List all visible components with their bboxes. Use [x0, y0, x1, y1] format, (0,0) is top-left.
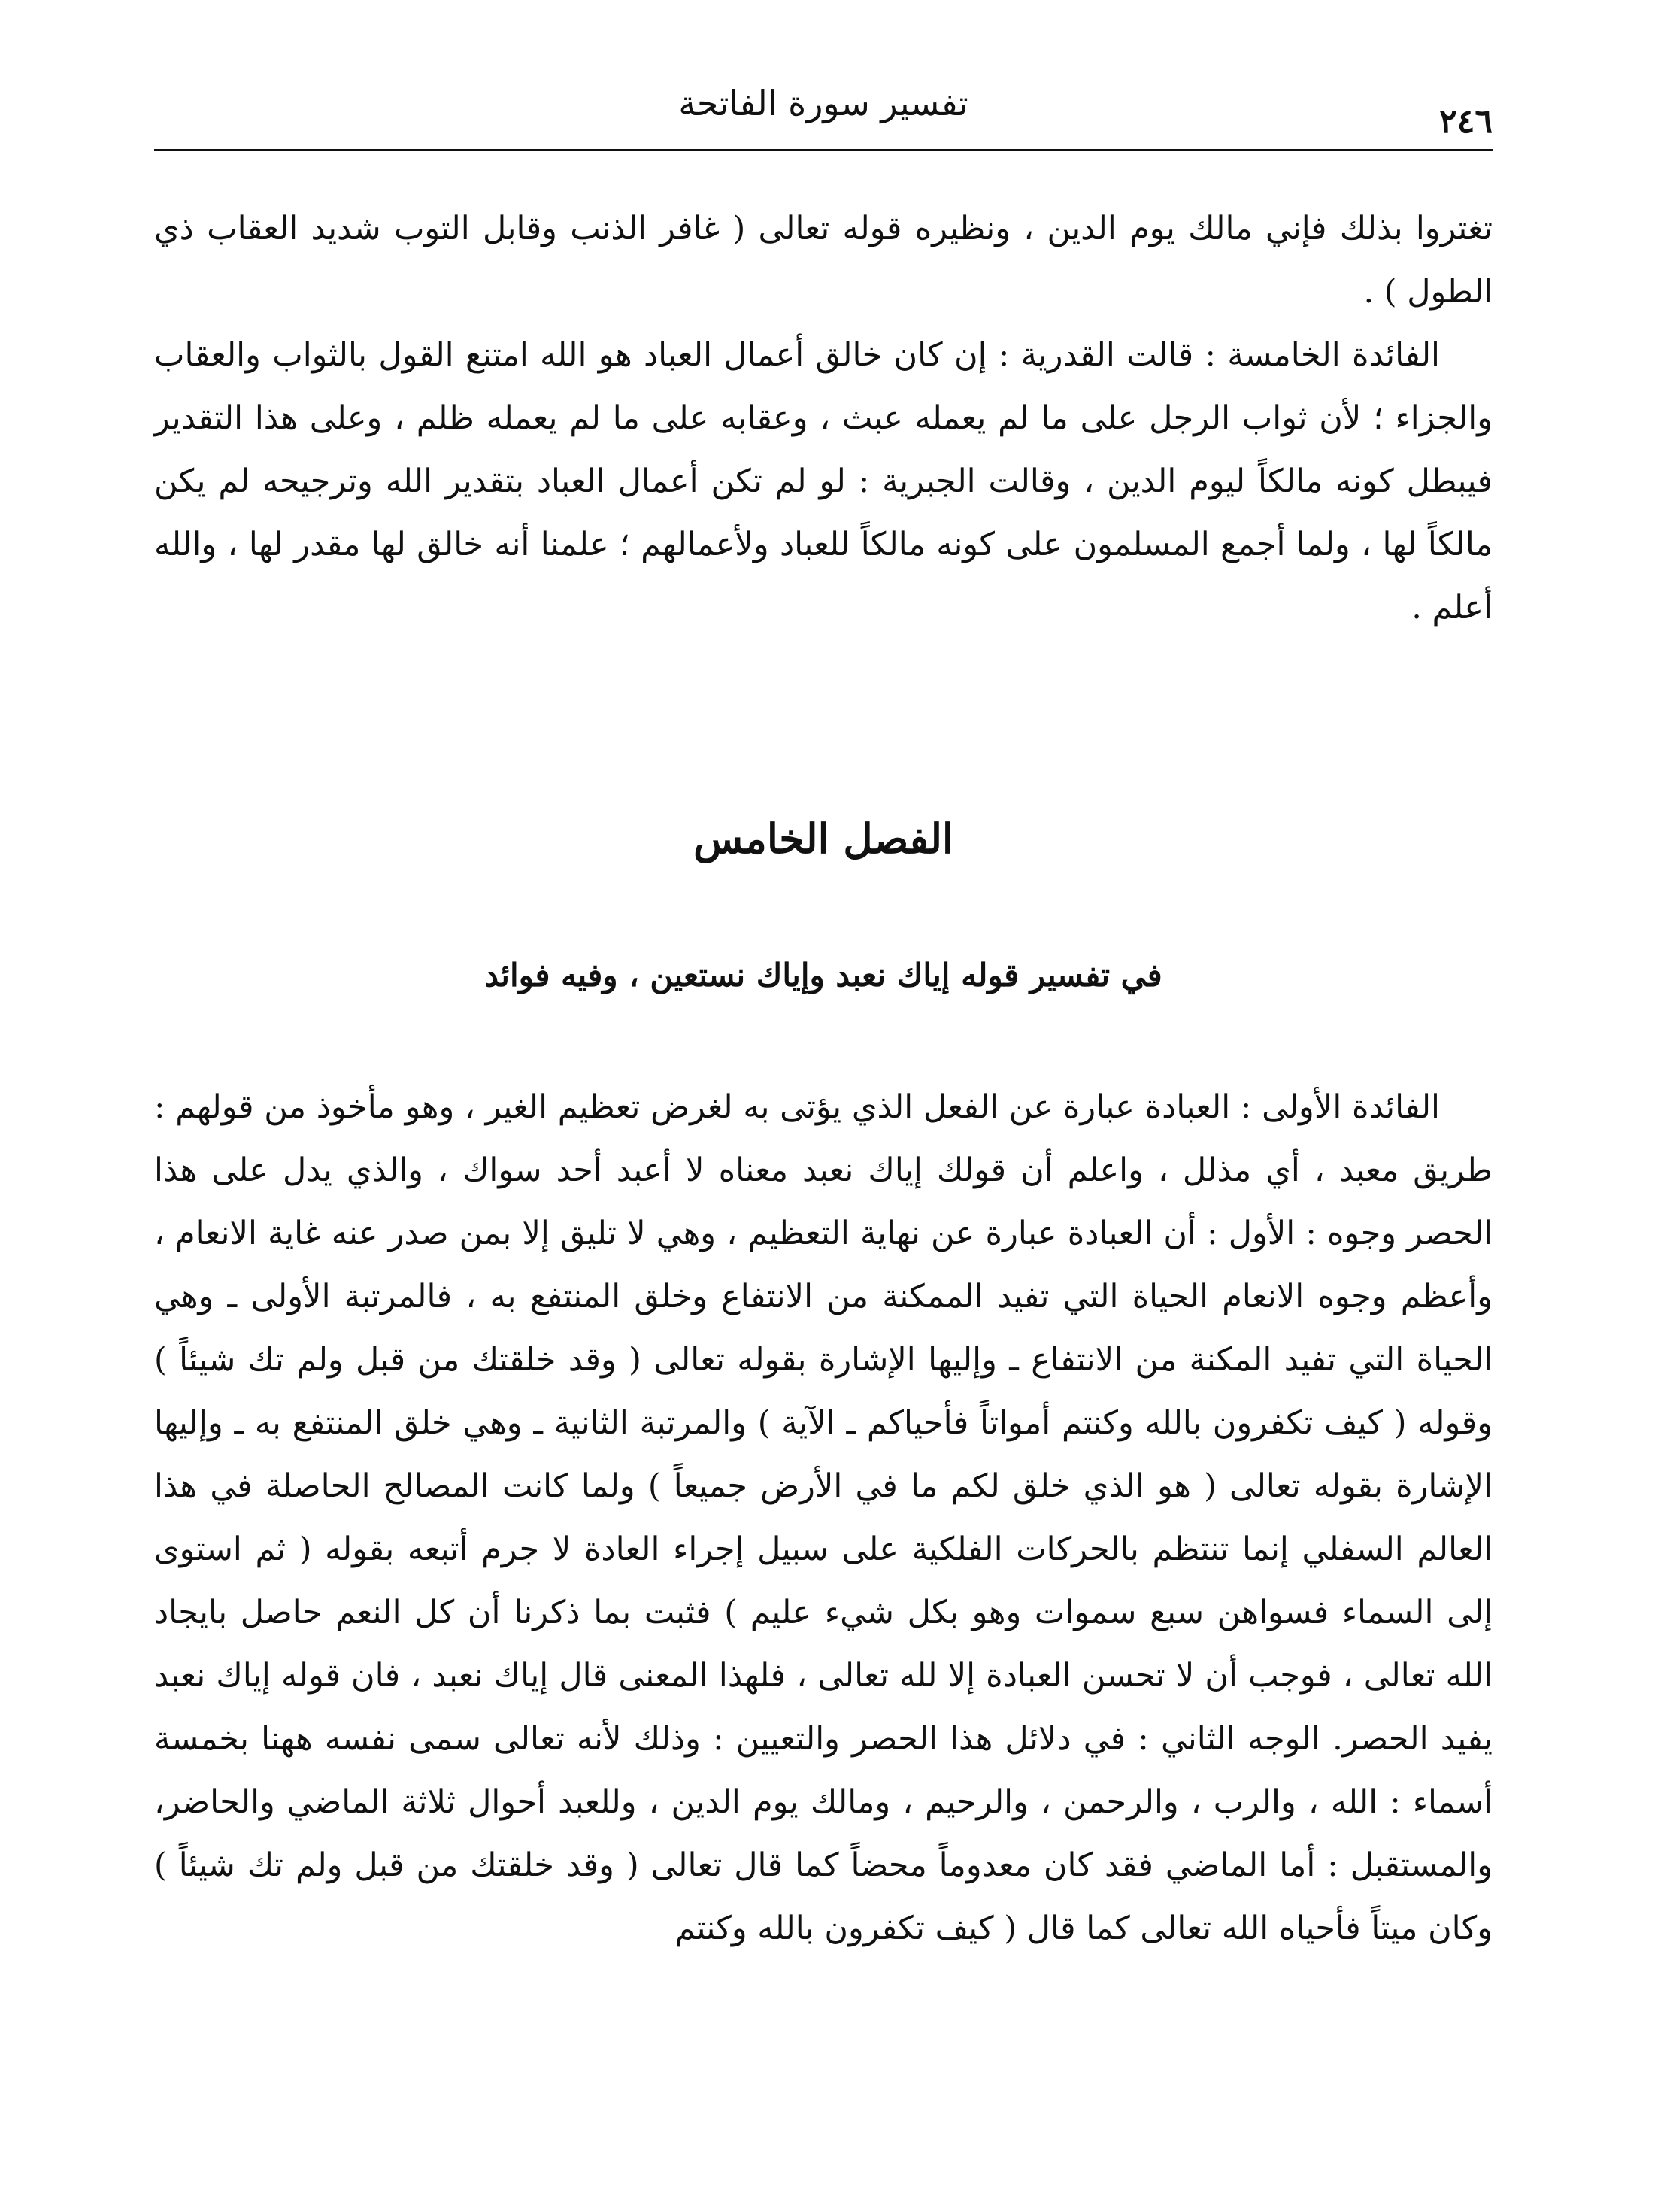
- page-number: ٢٤٦: [1439, 102, 1493, 141]
- chapter-title: الفصل الخامس: [693, 815, 953, 863]
- paragraph: تغتروا بذلك فإني مالك يوم الدين ، ونظيره قوله تعالى ( غافر الذنب وقابل التوب شديد العقاب ذي الطول ) .: [154, 210, 1493, 311]
- page-header: [154, 69, 1493, 141]
- main-section: [154, 1076, 1493, 1960]
- paragraph: الفائدة الخامسة : قالت القدرية : إن كان خالق أعمال العباد هو الله امتنع القول بالثواب والعقاب والجزاء ؛ لأن ثواب الرجل على ما لم يعمله عبث ، وعقابه على ما لم يعمله ظلم ، وعلى هذا التقدير فيبطل كونه مالكاً ليوم الدين ، وقالت الجبرية : لو لم تكن أعمال العباد بتقدير الله وترجيحه لم يكن مالكاً لها ، ولما أجمع المسلمون على كونه مالكاً للعباد ولأعمالهم ؛ علمنا أنه خالق لها مقدر لها ، والله أعلم .: [154, 336, 1493, 627]
- paragraph: الفائدة الأولى : العبادة عبارة عن الفعل الذي يؤتى به لغرض تعظيم الغير ، وهو مأخوذ من قولهم : طريق معبد ، أي مذلل ، واعلم أن قولك إياك نعبد معناه لا أعبد أحد سواك ، والذي يدل على هذا الحصر وجوه : الأول : أن العبادة عبارة عن نهاية التعظيم ، وهي لا تليق إلا بمن صدر عنه غاية الانعام ، وأعظم وجوه الانعام الحياة التي تفيد الممكنة من الانتفاع وخلق المنتفع به ، فالمرتبة الأولى ـ وهي الحياة التي تفيد المكنة من الانتفاع ـ وإليها الإشارة بقوله تعالى ( وقد خلقتك من قبل ولم تك شيئاً ) وقوله ( كيف تكفرون بالله وكنتم أمواتاً فأحياكم ـ الآية ) والمرتبة الثانية ـ وهي خلق المنتفع به ـ وإليها الإشارة بقوله تعالى ( هو الذي خلق لكم ما في الأرض جميعاً ) ولما كانت المصالح الحاصلة في هذا العالم السفلي إنما تنتظم بالحركات الفلكية على سبيل إجراء العادة لا جرم أتبعه بقوله ( ثم استوى إلى السماء فسواهن سبع سموات وهو بكل شيء عليم ) فثبت بما ذكرنا أن كل النعم حاصل بايجاد الله تعالى ، فوجب أن لا تحسن العبادة إلا لله تعالى ، فلهذا المعنى قال إياك نعبد ، فان قوله إياك نعبد يفيد الحصر. الوجه الثاني : في دلائل هذا الحصر والتعيين : وذلك لأنه تعالى سمى نفسه ههنا بخمسة أسماء : الله ، والرب ، والرحمن ، والرحيم ، ومالك يوم الدين ، وللعبد أحوال ثلاثة الماضي والحاضر، والمستقبل : أما الماضي فقد كان معدوماً محضاً كما قال تعالى ( وقد خلقتك من قبل ولم تك شيئاً ) وكان ميتاً فأحياه الله تعالى كما قال ( كيف تكفرون بالله وكنتم: [154, 1088, 1493, 1947]
- chapter-subtitle: في تفسير قوله إياك نعبد وإياك نستعين ، وفيه فوائد: [484, 957, 1162, 994]
- top-section: [154, 197, 1493, 639]
- running-title: تفسير سورة الفاتحة: [678, 83, 968, 123]
- header-rule: [154, 149, 1493, 151]
